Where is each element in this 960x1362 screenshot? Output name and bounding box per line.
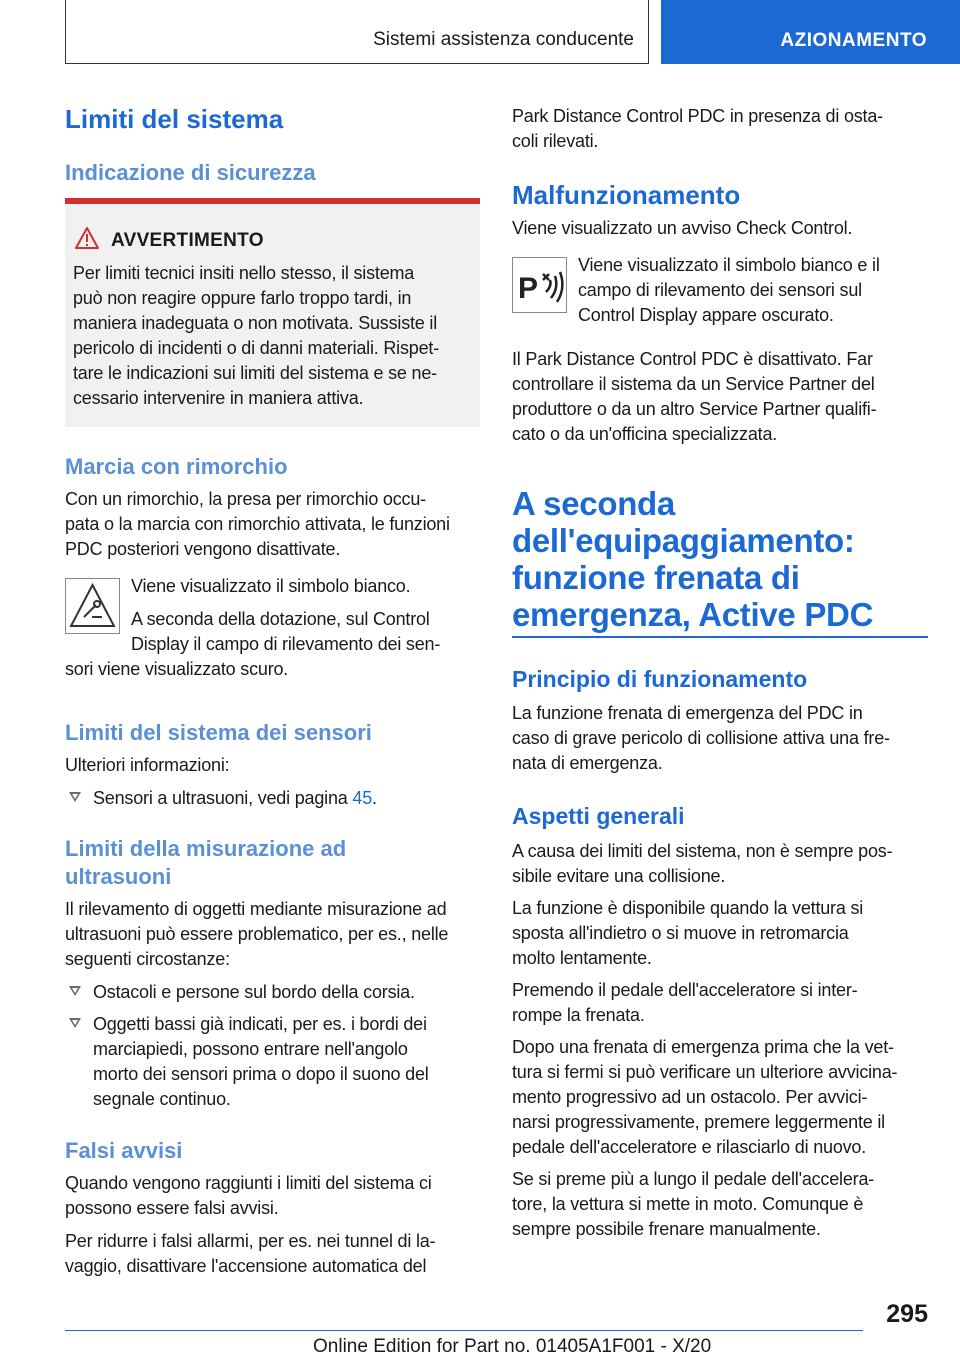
text-line: tore, la vettura si mette in moto. Comunque è: [512, 1194, 864, 1214]
text-line: nata di emergenza.: [512, 753, 663, 773]
heading-falsi-avvisi: Falsi avvisi: [65, 1138, 183, 1163]
svg-text:P: P: [518, 272, 539, 305]
text-line: produttore o da un altro Service Partner qualifi-: [512, 399, 877, 419]
bullet-item: [65, 1012, 480, 1112]
text-line: campo di rilevamento dei sensori sul: [578, 280, 862, 300]
bullet-text: Ostacoli e persone sul bordo della corsia.: [93, 982, 415, 1002]
text-line: sposta all'indietro o si muove in retromarcia: [512, 923, 849, 943]
heading-limiti-misurazione: [65, 835, 480, 891]
text-line: ultrasuoni può essere problematico, per es., nelle: [65, 924, 449, 944]
rimorchio-paragraph: [65, 487, 480, 562]
section-divider: [512, 636, 928, 638]
falsi-paragraph-2: [65, 1229, 480, 1279]
footer-rule: [65, 1330, 863, 1331]
text-line: cato o da un'officina specializzata.: [512, 424, 778, 444]
aspetti-paragraph-1: [512, 839, 928, 889]
text-line: La funzione è disponibile quando la vettura si: [512, 898, 864, 918]
warning-line: cessario intervenire in maniera attiva.: [73, 388, 364, 408]
text-line: pedale dell'acceleratore e rilasciarlo di nuovo.: [512, 1137, 867, 1157]
heading-line: Limiti della misurazione ad: [65, 836, 347, 861]
text-line: possono essere falsi avvisi.: [65, 1198, 279, 1218]
heading-limiti-sistema: Limiti del sistema: [65, 104, 284, 134]
text-line: Con un rimorchio, la presa per rimorchio occu-: [65, 489, 426, 509]
warning-text: [73, 261, 473, 411]
bullet-triangle-icon: [69, 986, 81, 996]
text-line: Il Park Distance Control PDC è disattivato. Far: [512, 349, 873, 369]
bullet-item: [65, 980, 480, 1005]
text-line: sori viene visualizzato scuro.: [65, 659, 289, 679]
text-line: Park Distance Control PDC in presenza di osta-: [512, 106, 883, 126]
heading-line: emergenza, Active PDC: [512, 596, 874, 633]
bullet-text: Sensori a ultrasuoni, vedi pagina: [93, 788, 348, 808]
header-section-box: [661, 0, 960, 64]
trailer-warning-icon: [65, 578, 120, 634]
bullet-item: [65, 786, 480, 811]
text-line: rompe la frenata.: [512, 1005, 645, 1025]
text-line: La funzione frenata di emergenza del PDC in: [512, 703, 863, 723]
header-section: AZIONAMENTO: [780, 30, 927, 51]
heading-indicazione-sicurezza: Indicazione di sicurezza: [65, 160, 316, 185]
bullet-text: morto dei sensori prima o dopo il suono del: [93, 1064, 429, 1084]
text-line: pata o la marcia con rimorchio attivata, le funzioni: [65, 514, 450, 534]
warning-title: AVVERTIMENTO: [111, 230, 264, 251]
text-line: seguenti circostanze:: [65, 949, 230, 969]
text-line: Quando vengono raggiunti i limiti del sistema ci: [65, 1173, 432, 1193]
bullet-text: Oggetti bassi già indicati, per es. i bordi dei: [93, 1014, 427, 1034]
heading-malfunzionamento: Malfunzionamento: [512, 180, 741, 210]
trailer-triangle-icon: [66, 579, 119, 633]
bullet-triangle-icon: [69, 1018, 81, 1028]
aspetti-paragraph-4: [512, 1035, 928, 1160]
warning-line: può non reagire oppure farlo troppo tardi, in: [73, 288, 412, 308]
warning-box: [65, 198, 480, 427]
text-line: narsi progressivamente, premere leggermente il: [512, 1112, 885, 1132]
text-line: caso di grave pericolo di collisione attiva una fre-: [512, 728, 890, 748]
text-line: A causa dei limiti del sistema, non è sempre pos-: [512, 841, 893, 861]
text-line: sempre possibile frenare manualmente.: [512, 1219, 821, 1239]
continuation-paragraph: [512, 104, 928, 154]
text-line: A seconda della dotazione, sul Control: [131, 609, 430, 629]
heading-line: funzione frenata di: [512, 559, 800, 596]
text-line: Viene visualizzato il simbolo bianco.: [131, 576, 411, 596]
text-line: mento progressivo ad un ostacolo. Per avvici-: [512, 1087, 868, 1107]
warning-line: maniera inadeguata o non motivata. Sussiste il: [73, 313, 438, 333]
header-chapter: Sistemi assistenza conducente: [373, 29, 634, 50]
warning-line: Per limiti tecnici insiti nello stesso, il sistema: [73, 263, 415, 283]
text-line: Per ridurre i falsi allarmi, per es. nei tunnel di la-: [65, 1231, 436, 1251]
text-line: tura si fermi si può verificare un ulteriore avvicina-: [512, 1062, 898, 1082]
malf-paragraph: [512, 347, 928, 447]
bullet-text: .: [372, 788, 377, 808]
text-line: Display il campo di rilevamento dei sen-: [131, 634, 441, 654]
text-line: vaggio, disattivare l'accensione automatica del: [65, 1256, 427, 1276]
main-section-heading: [512, 485, 928, 633]
bullet-text: marciapiedi, possono entrare nell'angolo: [93, 1039, 408, 1059]
pdc-sensor-icon: [513, 258, 566, 312]
warning-line: tare le indicazioni sui limiti del sistema e se ne-: [73, 363, 437, 383]
text-line: sibile evitare una collisione.: [512, 866, 726, 886]
warning-triangle-icon: [74, 226, 100, 250]
text-line: Control Display appare oscurato.: [578, 305, 834, 325]
text-line: Se si preme più a lungo il pedale dell'accelera-: [512, 1169, 875, 1189]
text-line: molto lentamente.: [512, 948, 652, 968]
page-number: 295: [886, 1300, 928, 1328]
pdc-malfunction-icon: [512, 257, 567, 313]
aspetti-paragraph-3: [512, 978, 928, 1028]
misurazione-paragraph: [65, 897, 480, 972]
page-link[interactable]: 45: [352, 788, 373, 808]
footer-edition: Online Edition for Part no. 01405A1F001 - X/20: [313, 1336, 712, 1357]
text-line: controllare il sistema da un Service Partner del: [512, 374, 875, 394]
text-line: Viene visualizzato un avviso Check Control.: [512, 218, 853, 238]
heading-aspetti-generali: Aspetti generali: [512, 803, 685, 829]
text-line: Dopo una frenata di emergenza prima che la vet-: [512, 1037, 894, 1057]
text-line: PDC posteriori vengono disattivate.: [65, 539, 341, 559]
heading-limiti-sensori: Limiti del sistema dei sensori: [65, 720, 372, 745]
text-line: coli rilevati.: [512, 131, 599, 151]
bullet-text: segnale continuo.: [93, 1089, 231, 1109]
header-chapter-box: [65, 0, 649, 64]
heading-line: A seconda: [512, 485, 675, 522]
malf-icon-text: [578, 253, 928, 328]
heading-principio: Principio di funzionamento: [512, 666, 808, 692]
aspetti-paragraph-5: [512, 1167, 928, 1242]
heading-line: ultrasuoni: [65, 864, 172, 889]
text-line: Ulteriori informazioni:: [65, 755, 230, 775]
falsi-paragraph-1: [65, 1171, 480, 1221]
principio-paragraph: [512, 701, 928, 776]
text-line: Il rilevamento di oggetti mediante misurazione ad: [65, 899, 447, 919]
warning-line: pericolo di incidenti o di danni materiali. Rispet-: [73, 338, 439, 358]
heading-line: dell'equipaggiamento:: [512, 522, 855, 559]
text-line: Viene visualizzato il simbolo bianco e il: [578, 255, 880, 275]
text-line: Premendo il pedale dell'acceleratore si inter-: [512, 980, 858, 1000]
bullet-triangle-icon: [69, 792, 81, 802]
trailer-icon-text: [131, 574, 480, 657]
aspetti-paragraph-2: [512, 896, 928, 971]
heading-marcia-rimorchio: Marcia con rimorchio: [65, 454, 288, 479]
